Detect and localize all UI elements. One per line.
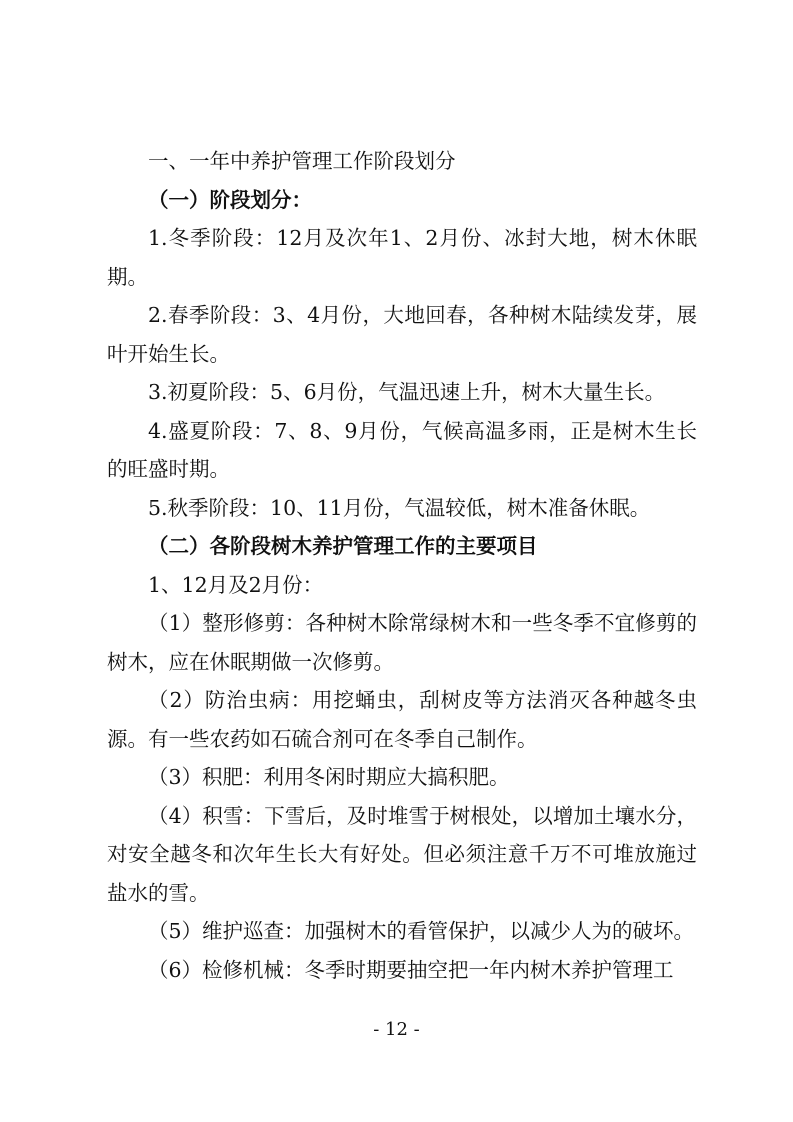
paragraph: （5）维护巡查：加强树木的看管保护，以减少人为的破坏。 [148, 919, 695, 943]
document-body [107, 142, 697, 989]
paragraph: 5.秋季阶段：10、11月份，气温较低，树木准备休眠。 [148, 495, 651, 520]
subsection-heading: （二）各阶段树木养护管理工作的主要项目 [148, 534, 538, 558]
paragraph: 3.初夏阶段：5、6月份，气温迅速上升，树木大量生长。 [148, 380, 666, 404]
section-heading: 一、一年中养护管理工作阶段划分 [148, 149, 456, 173]
subsection-heading: （一）阶段划分： [148, 187, 312, 212]
paragraph: （1）整形修剪：各种树木除常绿树木和一些冬季不宜修剪的树木，应在休眠期做一次修剪。 [107, 611, 697, 674]
page-number: - 12 - [373, 1019, 420, 1040]
paragraph: （4）积雪：下雪后，及时堆雪于树根处，以增加土壤水分，对安全越冬和次年生长大有好处。但必须注意千万不可堆放施过盐水的雪。 [107, 803, 697, 905]
paragraph: （6）检修机械：冬季时期要抽空把一年内树木养护管理工 [148, 957, 674, 982]
paragraph: 4.盛夏阶段：7、8、9月份，气候高温多雨，正是树木生长的旺盛时期。 [107, 418, 697, 481]
paragraph: 1、12月及2月份： [148, 572, 324, 597]
paragraph: （3）积肥：利用冬闲时期应大搞积肥。 [148, 765, 510, 789]
paragraph: （2）防治虫病：用挖蛹虫，刮树皮等方法消灭各种越冬虫源。有一些农药如石硫合剂可在冬季自己制作。 [107, 688, 697, 751]
paragraph: 2.春季阶段：3、4月份，大地回春，各种树木陆续发芽，展叶开始生长。 [107, 303, 697, 366]
paragraph: 1.冬季阶段：12月及次年1、2月份、冰封大地，树木休眠期。 [107, 226, 697, 289]
